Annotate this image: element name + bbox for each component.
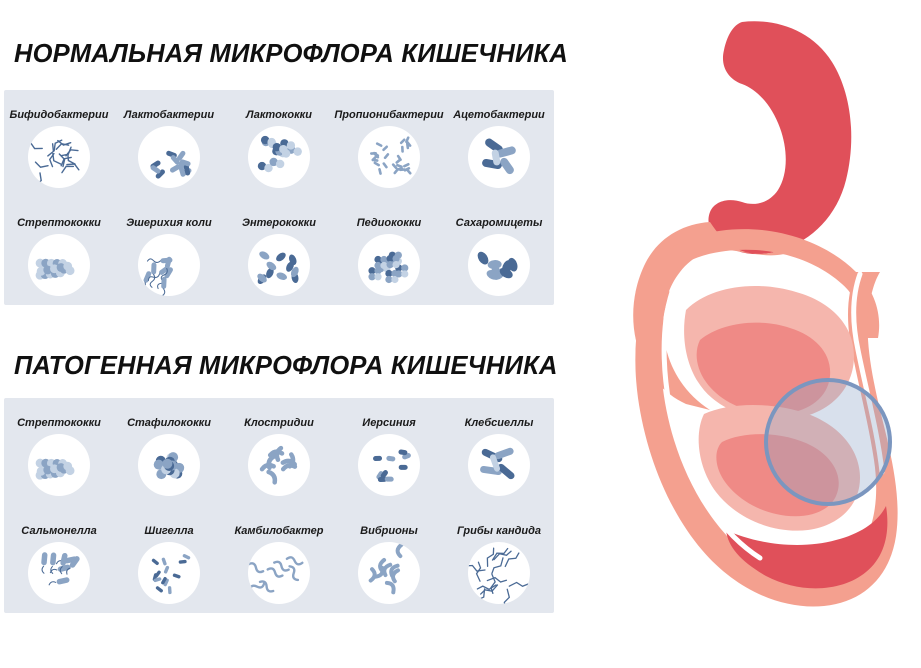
- filaments-branching-icon: [28, 126, 90, 188]
- tiny-rods-dense-icon: [358, 126, 420, 188]
- cocci-chains-icon: [28, 434, 90, 496]
- cocci-chains-icon: [28, 234, 90, 296]
- normal-flora-item-5: [444, 90, 554, 198]
- pathogenic-flora-item-10: [444, 506, 554, 614]
- ovals-scattered-icon: [248, 234, 310, 296]
- pathogenic-flora-item-5: [444, 398, 554, 506]
- pathogenic-flora-item-9: [334, 506, 444, 614]
- rods-flagella-icon: [28, 542, 90, 604]
- normal-flora-item-label: Лактобактерии: [123, 109, 215, 121]
- normal-flora-item-10: [444, 198, 554, 306]
- page-title-normal-flora: НОРМАЛЬНАЯ МИКРОФЛОРА КИШЕЧНИКА: [14, 40, 569, 68]
- pathogenic-flora-item-label: Камбилобактер: [234, 524, 324, 537]
- stomach-and-intestine-diagram: [560, 10, 921, 660]
- normal-flora-item-label: Эшерихия коли: [126, 216, 212, 229]
- normal-flora-item-8: [224, 198, 334, 306]
- page-title-pathogenic-flora: ПАТОГЕННАЯ МИКРОФЛОРА КИШЕЧНИКА: [14, 352, 558, 380]
- pathogenic-flora-item-label: Клебсиеллы: [464, 417, 534, 429]
- flagellated-rods-icon: [138, 234, 200, 296]
- normal-flora-item-6: [4, 198, 114, 306]
- pathogenic-flora-item-3: [224, 398, 334, 506]
- cocci-tetrads-icon: [358, 234, 420, 296]
- yeast-ovals-icon: [468, 234, 530, 296]
- normal-flora-item-2: [114, 90, 224, 198]
- pathogenic-flora-item-1: [4, 398, 114, 506]
- normal-flora-item-label: Лактококки: [246, 109, 312, 121]
- normal-flora-item-label: Энтерококки: [242, 216, 316, 229]
- curved-rods-icon: [248, 434, 310, 496]
- normal-flora-item-9: [334, 198, 444, 306]
- pathogenic-flora-item-label: Стафилококки: [127, 417, 211, 429]
- normal-flora-item-3: [224, 90, 334, 198]
- stomach-shape: [708, 21, 851, 254]
- normal-flora-item-1: [4, 90, 114, 198]
- normal-flora-item-label: Пропионибактерии: [334, 109, 444, 121]
- pathogenic-flora-item-label: Стрептококки: [17, 417, 101, 429]
- normal-flora-item-label: Бифидобактерии: [9, 109, 109, 121]
- pathogenic-flora-panel: [4, 398, 554, 613]
- thick-rods-icon: [468, 126, 530, 188]
- normal-flora-item-label: Сахаромицеты: [455, 216, 543, 229]
- normal-flora-item-label: Стрептококки: [17, 216, 101, 229]
- pathogenic-flora-item-label: Сальмонелла: [21, 524, 97, 537]
- normal-flora-item-label: Педиококки: [356, 216, 422, 229]
- normal-flora-panel: [4, 90, 554, 305]
- candida-hyphae-icon: [468, 542, 530, 604]
- rods-small-icon: [138, 542, 200, 604]
- pathogenic-flora-item-6: [4, 506, 114, 614]
- normal-flora-item-4: [334, 90, 444, 198]
- pathogenic-flora-grid: [4, 398, 554, 613]
- pathogenic-flora-item-label: Шигелла: [144, 524, 194, 537]
- pathogenic-flora-item-4: [334, 398, 444, 506]
- rods-scattered-icon: [138, 126, 200, 188]
- pathogenic-flora-item-label: Клостридии: [244, 417, 314, 429]
- pathogenic-flora-item-7: [114, 506, 224, 614]
- normal-flora-grid: [4, 90, 554, 305]
- normal-flora-item-7: [114, 198, 224, 306]
- pathogenic-flora-item-8: [224, 506, 334, 614]
- normal-flora-item-label: Ацетобактерии: [453, 109, 545, 121]
- short-rods-icon: [358, 434, 420, 496]
- pathogenic-flora-item-label: Грибы кандида: [456, 524, 542, 537]
- cocci-cluster-icon: [138, 434, 200, 496]
- capsuled-rods-icon: [468, 434, 530, 496]
- pathogenic-flora-item-2: [114, 398, 224, 506]
- comma-vibrio-icon: [358, 542, 420, 604]
- cocci-pairs-icon: [248, 126, 310, 188]
- pathogenic-flora-item-label: Вибрионы: [360, 524, 418, 537]
- spiral-rods-icon: [248, 542, 310, 604]
- pathogenic-flora-item-label: Иерсиния: [362, 417, 416, 429]
